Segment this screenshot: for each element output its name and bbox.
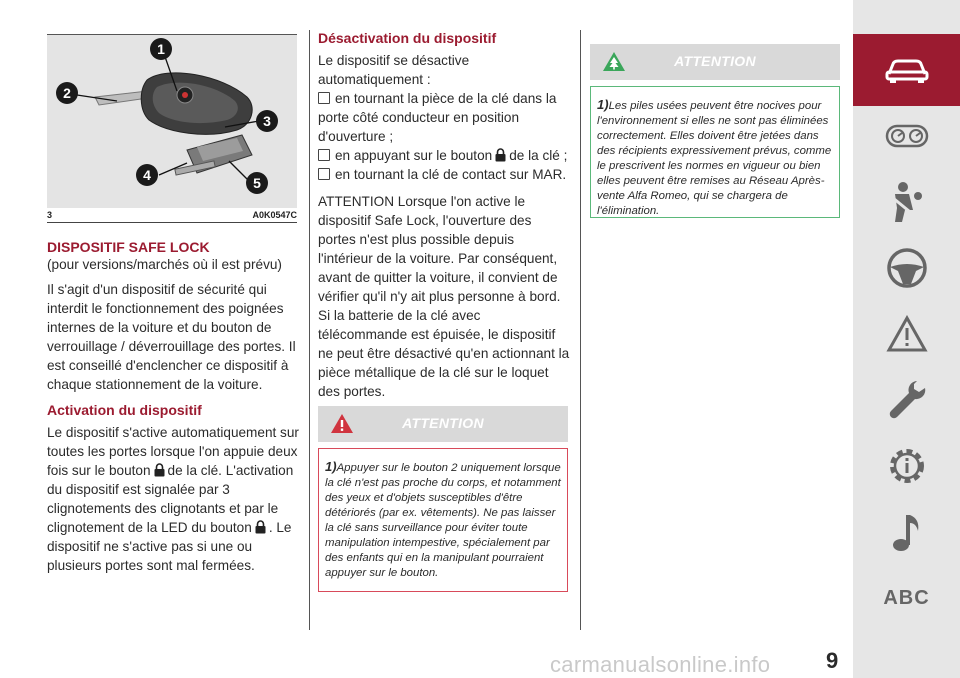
svg-text:5: 5	[253, 175, 261, 191]
activation-heading: Activation du dispositif	[47, 402, 202, 418]
svg-text:3: 3	[263, 113, 271, 129]
warning-number: 1)	[325, 459, 337, 474]
sidebar-tab-emergency[interactable]	[853, 298, 960, 370]
sidebar-tab-vehicle[interactable]	[853, 34, 960, 106]
warning-title: ATTENTION	[402, 415, 484, 431]
deactivation-bullet: en tournant la pièce de la clé dans la porte côté conducteur en position d'ouverture ;	[318, 91, 557, 144]
deactivation-intro: Le dispositif se désactive automatiquement :	[318, 53, 470, 87]
wrench-icon	[887, 378, 927, 422]
deactivation-note: ATTENTION Lorsque l'on active le dispositif Safe Lock, l'ouverture des portes n'est plus possible depuis l'intérieur de la voiture. Par conséquent, avant de quitter la voiture, il convient de vérifier qu'il n'y ait plus personne à bord. Si la batterie de la clé avec télécommande est épuisée, le dispositif ne peut être désactivé qu'en actionnant la pièce métallique de la clé sur le loquet des portes.	[318, 194, 570, 399]
sidebar-tab-maintenance[interactable]	[853, 364, 960, 436]
warning-header	[590, 44, 840, 80]
warning-box-environment	[590, 44, 840, 218]
callout-2	[56, 82, 78, 104]
figure-rule	[47, 222, 297, 223]
warning-header	[318, 406, 568, 442]
activation-text: Le dispositif s'active automatiquement sur toutes les portes lorsque l'on appuie deux fois sur le bouton de la clé. L'activation du dispositif est signalée par 3 clignotements des clignotants et par le clignotement de la LED du bouton . Le dispositif ne s'active pas si une ou plusieurs portes sont mal fermées.	[47, 425, 299, 573]
warning-triangle-icon	[886, 315, 928, 353]
page-number: 9	[826, 648, 839, 673]
column-divider-1	[309, 30, 310, 630]
index-abc-label: ABC	[883, 586, 930, 609]
callout-4	[136, 164, 158, 186]
warning-content	[318, 448, 568, 592]
lock-icon	[495, 148, 506, 162]
callout-3	[256, 110, 278, 132]
svg-text:1: 1	[157, 41, 165, 57]
car-icon	[885, 56, 929, 84]
lock-icon	[154, 463, 165, 477]
callout-5	[246, 172, 268, 194]
sidebar-tab-dashboard[interactable]	[853, 100, 960, 172]
deactivation-heading: Désactivation du dispositif	[318, 30, 497, 46]
lock-icon	[255, 520, 266, 534]
figure-number: 3	[47, 210, 53, 220]
checkbox-bullet-icon	[318, 149, 330, 161]
svg-text:2: 2	[63, 85, 71, 101]
sidebar-tab-index[interactable]	[853, 562, 960, 634]
chapter-sidebar	[853, 0, 960, 678]
warning-content	[590, 86, 840, 218]
figure-code: A0K0547C	[252, 210, 297, 220]
section-intro: Il s'agit d'un dispositif de sécurité qui interdit le fonctionnement des poignées internes de la voiture et du bouton de verrouillage / déverrouillage des portes. Il est conseillé d'enclencher ce dispositif à chaque stationnement de la voiture.	[47, 282, 296, 392]
warning-text: Les piles usées peuvent être nocives pour l'environnement si elles ne sont pas éliminées correctement. Elles doivent être jetées dans des récipients expressivement prévus, comme le prescrivent les normes en vigueur ou bien elles peuvent être remises au Réseau Après-vente Alfa Romeo, qui se chargera de l'élimination.	[597, 100, 832, 217]
deactivation-bullet: en appuyant sur le bouton de la clé ;	[318, 146, 570, 165]
warning-text: Appuyer sur le bouton 2 uniquement lorsque la clé n'est pas proche du corps, et notamment des yeux et d'objets susceptibles d'être détériorés (par ex. vêtements). Ne pas laisser la clé sans surveillance pour éviter toute manipulation intempestive, spécialement par des enfants qui en la manipulant pourraient appuyer sur le bouton.	[325, 462, 561, 579]
key-illustration	[47, 35, 297, 208]
watermark: carmanualsonline.info	[550, 652, 771, 677]
warning-title: ATTENTION	[674, 53, 756, 69]
column-divider-2	[580, 30, 581, 630]
sidebar-tab-safety[interactable]	[853, 166, 960, 238]
seatbelt-person-icon	[887, 180, 927, 224]
checkbox-bullet-icon	[318, 168, 330, 180]
key-figure	[47, 34, 297, 208]
warning-number: 1)	[597, 97, 609, 112]
dashboard-gauges-icon	[885, 123, 929, 149]
warning-box-danger	[318, 406, 568, 592]
section-title: DISPOSITIF SAFE LOCK	[47, 239, 210, 255]
sidebar-tab-driving[interactable]	[853, 232, 960, 304]
deactivation-bullet: en tournant la clé de contact sur MAR.	[318, 165, 570, 184]
svg-text:4: 4	[143, 167, 151, 183]
steering-wheel-icon	[886, 247, 928, 289]
sidebar-tab-technical-data[interactable]	[853, 430, 960, 502]
callout-1	[150, 38, 172, 60]
checkbox-bullet-icon	[318, 92, 330, 104]
gear-info-icon	[885, 444, 929, 488]
sidebar-tab-multimedia[interactable]	[853, 496, 960, 568]
column-left	[47, 240, 299, 581]
music-note-icon	[890, 511, 924, 553]
column-middle	[318, 30, 570, 407]
section-subtitle: (pour versions/marchés où il est prévu)	[47, 257, 282, 272]
